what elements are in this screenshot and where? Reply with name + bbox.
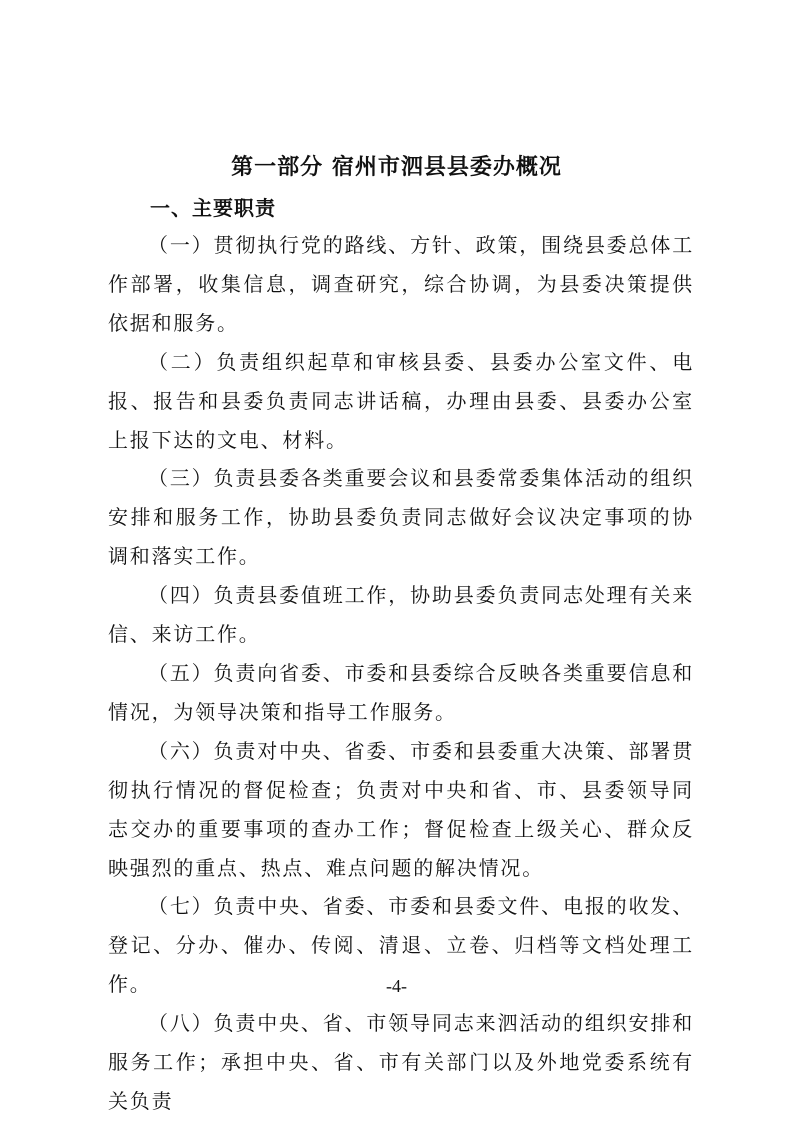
paragraph-8: （八）负责中央、省、市领导同志来泗活动的组织安排和服务工作；承担中央、省、市有关部门以及外地党委系统有关负责 — [108, 1011, 694, 1113]
paragraph-4: （四）负责县委值班工作，协助县委负责同志处理有关来信、来访工作。 — [108, 583, 694, 647]
page-number: -4- — [386, 976, 407, 996]
paragraph-3: （三）负责县委各类重要会议和县委常委集体活动的组织安排和服务工作，协助县委负责同志做好会议决定事项的协调和落实工作。 — [108, 466, 694, 569]
section-heading: 一、主要职责 — [150, 196, 276, 220]
paragraph-5: （五）负责向省委、市委和县委综合反映各类重要信息和情况，为领导决策和指导工作服务。 — [108, 660, 694, 724]
paragraph-7: （七）负责中央、省委、市委和县委文件、电报的收发、登记、分办、催办、传阅、清退、立卷、归档等文档处理工作。 — [108, 894, 694, 997]
document-title: 第一部分 宿州市泗县县委办概况 — [231, 155, 562, 180]
paragraph-6: （六）负责对中央、省委、市委和县委重大决策、部署贯彻执行情况的督促检查；负责对中央和省、市、县委领导同志交办的重要事项的查办工作；督促检查上级关心、群众反映强烈的重点、热点、难点问题的解决情况。 — [108, 738, 694, 880]
paragraph-1: （一）贯彻执行党的路线、方针、政策，围绕县委总体工作部署，收集信息，调查研究，综合协调，为县委决策提供依据和服务。 — [108, 233, 694, 335]
paragraph-2: （二）负责组织起草和审核县委、县委办公室文件、电报、报告和县委负责同志讲话稿，办理由县委、县委办公室上报下达的文电、材料。 — [108, 349, 694, 452]
